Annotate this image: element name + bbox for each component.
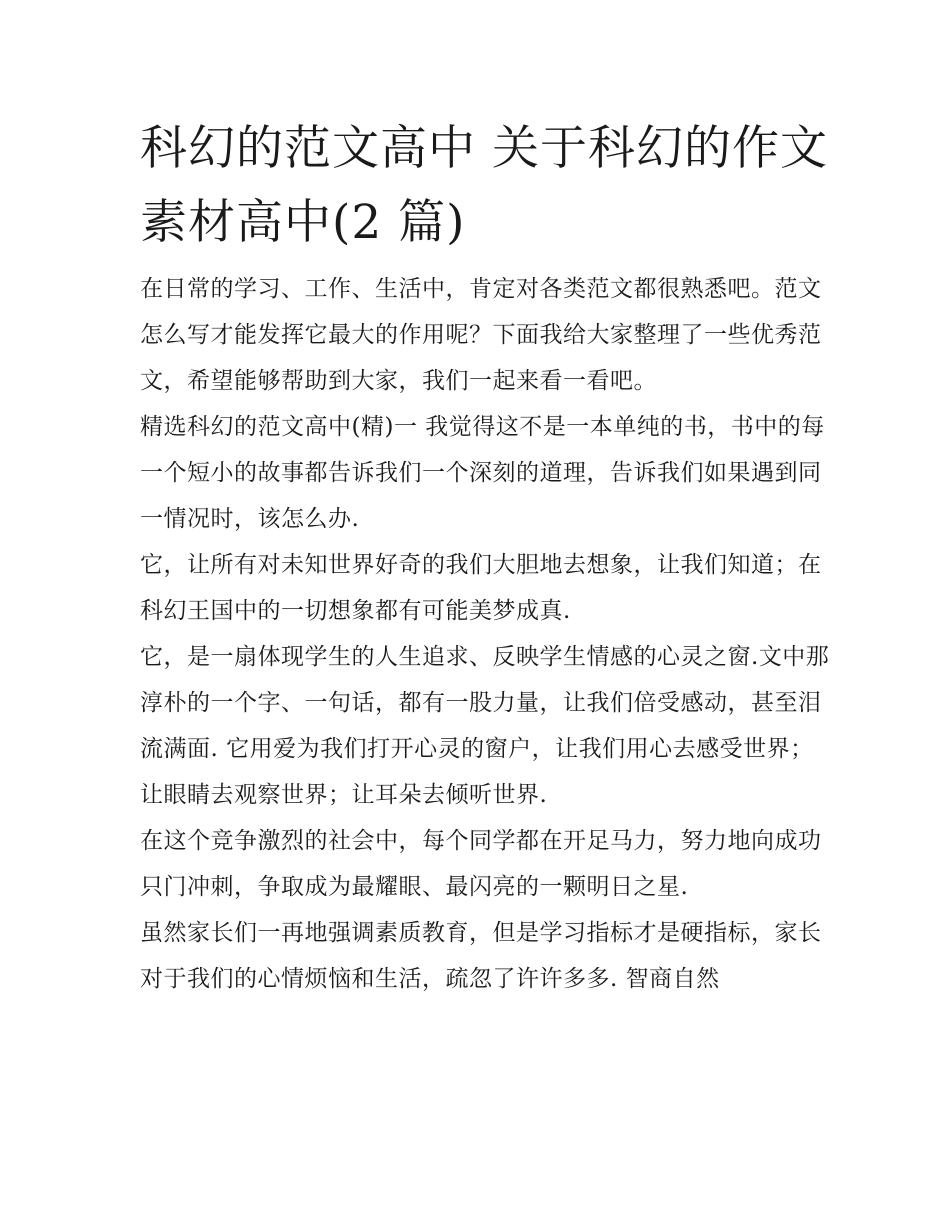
document-body	[140, 112, 830, 1002]
paragraph-parents: 虽然家长们一再地强调素质教育，但是学习指标才是硬指标，家长对于我们的心情烦恼和生活，疏忽了许许多多. 智商自然	[140, 920, 822, 992]
document-title: 科幻的范文高中 关于科幻的作文素材高中(2 篇)	[140, 121, 828, 250]
paragraph-selected-essay: 精选科幻的范文高中(精)一 我觉得这不是一本单纯的书，书中的每一个短小的故事都告诉我们一个深刻的道理，告诉我们如果遇到同一情况时，该怎么办.	[140, 414, 825, 532]
paragraph-imagination: 它，让所有对未知世界好奇的我们大胆地去想象，让我们知道；在科幻王国中的一切想象都有可能美梦成真.	[140, 552, 822, 624]
paragraph-window-of-soul: 它，是一扇体现学生的人生追求、反映学生情感的心灵之窗.文中那淳朴的一个字、一句话，都有一股力量，让我们倍受感动，甚至泪流满面. 它用爱为我们打开心灵的窗户，让我们用心去感受世界；让眼睛去观察世界；让耳朵去倾听世界.	[140, 644, 830, 808]
paragraph-competition: 在这个竞争激烈的社会中，每个同学都在开足马力，努力地向成功只门冲刺，争取成为最耀眼、最闪亮的一颗明日之星.	[140, 828, 822, 900]
paragraph-intro: 在日常的学习、工作、生活中，肯定对各类范文都很熟悉吧。范文怎么写才能发挥它最大的作用呢？下面我给大家整理了一些优秀范文，希望能够帮助到大家，我们一起来看一看吧。	[140, 276, 822, 394]
